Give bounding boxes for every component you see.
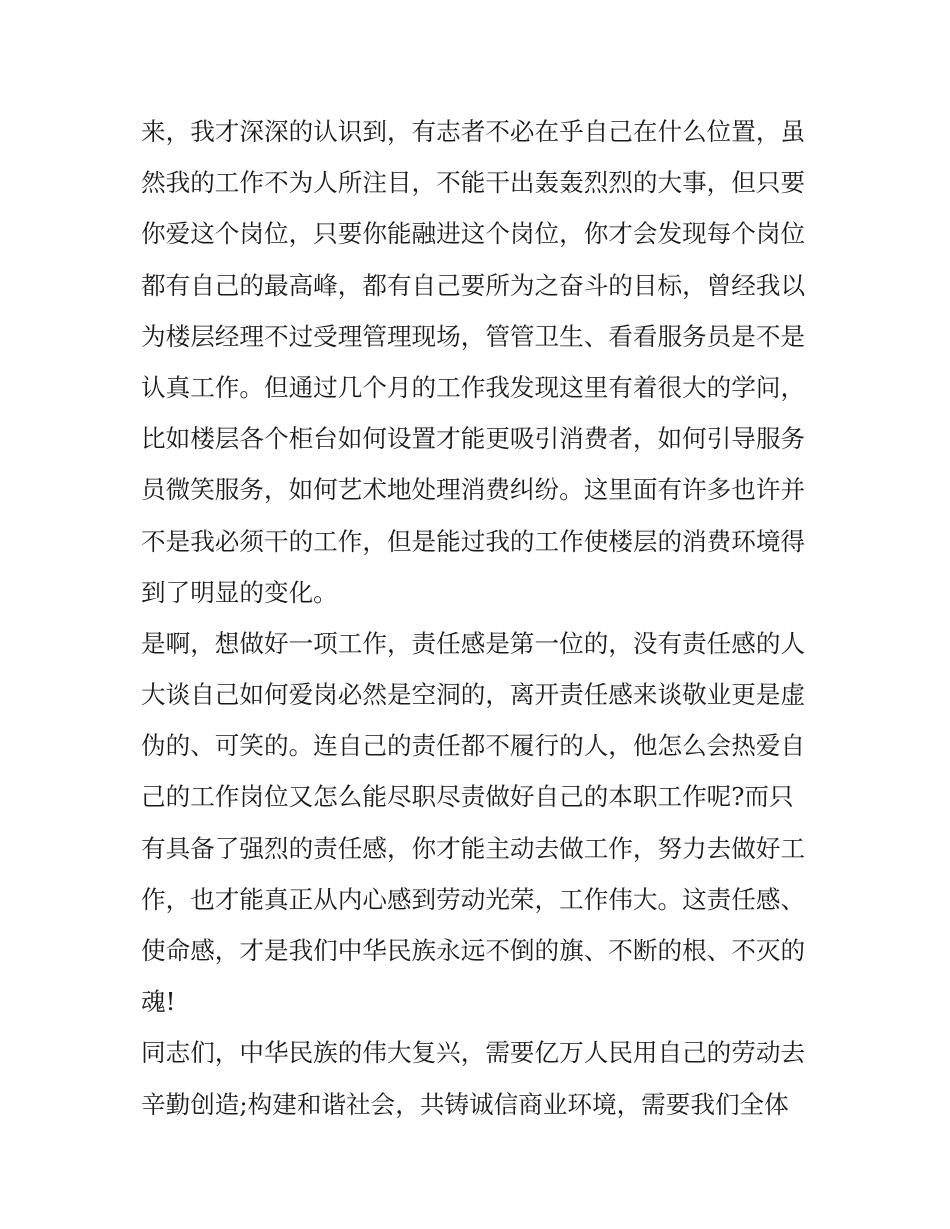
text-line: 都有自己的最高峰，都有自己要所为之奋斗的目标，曾经我以 <box>141 270 806 300</box>
text-line: 辛勤创造;构建和谐社会，共铸诚信商业环境，需要我们全体 <box>141 1089 789 1119</box>
text-line: 然我的工作不为人所注目，不能干出轰轰烈烈的大事，但只要 <box>141 168 806 198</box>
body-text <box>141 106 821 1130</box>
text-line: 伪的、可笑的。连自己的责任都不履行的人，他怎么会热爱自 <box>141 731 806 761</box>
text-line: 同志们，中华民族的伟大复兴，需要亿万人民用自己的劳动去 <box>141 1038 806 1068</box>
text-line: 己的工作岗位又怎么能尽职尽责做好自己的本职工作呢?而只 <box>141 782 794 812</box>
text-line: 比如楼层各个柜台如何设置才能更吸引消费者，如何引导服务 <box>141 424 806 454</box>
text-line: 使命感，才是我们中华民族永远不倒的旗、不断的根、不灭的 <box>141 936 806 965</box>
text-line: 魂! <box>141 987 176 1017</box>
text-line: 认真工作。但通过几个月的工作我发现这里有着很大的学问， <box>141 372 806 402</box>
text-line: 不是我必须干的工作，但是能过我的工作使楼层的消费环境得 <box>141 526 806 556</box>
text-line: 来，我才深深的认识到，有志者不必在乎自己在什么位置，虽 <box>141 117 806 146</box>
text-line: 作，也才能真正从内心感到劳动光荣，工作伟大。这责任感、 <box>141 884 806 914</box>
text-line: 为楼层经理不过受理管理现场，管管卫生、看看服务员是不是 <box>141 321 806 351</box>
text-line: 到了明显的变化。 <box>141 577 338 607</box>
text-line: 员微笑服务，如何艺术地处理消费纠纷。这里面有许多也许并 <box>141 475 806 505</box>
text-line: 大谈自己如何爱岗必然是空洞的，离开责任感来谈敬业更是虚 <box>141 680 806 710</box>
text-line: 你爱这个岗位，只要你能融进这个岗位，你才会发现每个岗位 <box>141 219 806 249</box>
text-line: 是啊，想做好一项工作，责任感是第一位的，没有责任感的人 <box>141 628 806 658</box>
text-line: 有具备了强烈的责任感，你才能主动去做工作，努力去做好工 <box>141 833 806 863</box>
